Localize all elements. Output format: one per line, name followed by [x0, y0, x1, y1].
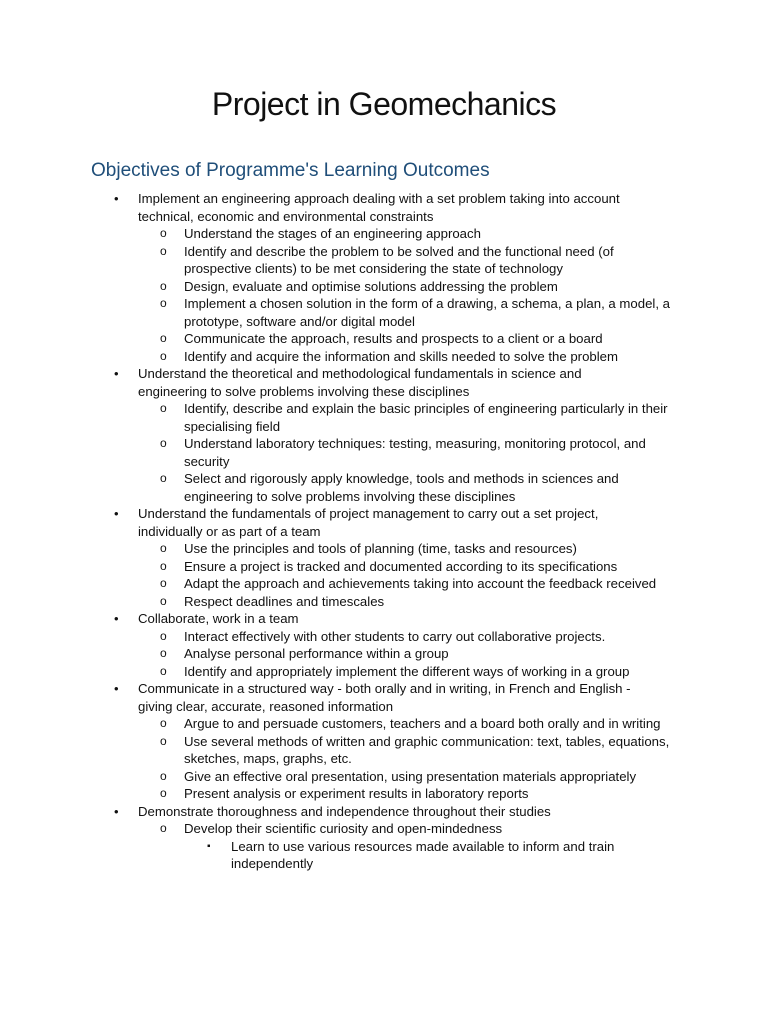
sub-outcome-text: Identify and appropriately implement the different ways of working in a group — [184, 663, 630, 679]
sub-outcome-text: Identify, describe and explain the basic principles of engineering particularly in their specialising field — [184, 401, 668, 434]
hollow-bullet-icon: o — [160, 471, 167, 485]
hollow-bullet-icon: o — [160, 243, 167, 258]
section-heading: Objectives of Programme's Learning Outcomes — [91, 160, 490, 181]
hollow-bullet-icon: o — [160, 401, 167, 415]
page-title: Project in Geomechanics — [211, 86, 557, 122]
sub-sub-outcome-text: Learn to use various resources made available to inform and train independently — [231, 838, 615, 871]
sub-outcome-text: Select and rigorously apply knowledge, tools and methods in sciences and engineering to solve problems involving these disciplines — [184, 471, 619, 504]
sub-outcome-text: Understand laboratory techniques: testing, measuring, monitoring protocol, and security — [184, 436, 646, 469]
sub-outcome-text: Identify and acquire the information and skills needed to solve the problem — [184, 348, 618, 364]
sub-outcome-item — [0, 820, 674, 873]
sub-outcome-item — [0, 435, 674, 470]
sub-outcome-text: Identify and describe the problem to be solved and the functional need (of prospective clients) to be met considering the state of technology — [184, 243, 614, 276]
sub-outcome-text: Understand the stages of an engineering approach — [184, 226, 481, 241]
hollow-bullet-icon: o — [160, 821, 167, 835]
hollow-bullet-icon: o — [160, 348, 167, 363]
sub-outcome-text: Interact effectively with other students to carry out collaborative projects. — [184, 628, 606, 644]
sub-outcome-text: Argue to and persuade customers, teachers and a board both orally and in writing — [184, 716, 661, 731]
sub-outcome-item — [0, 785, 674, 803]
sub-outcome-text: Present analysis or experiment results in laboratory reports — [184, 786, 529, 801]
sub-outcome-item — [0, 225, 674, 243]
learning-outcomes-list — [0, 190, 768, 873]
sub-outcome-text: Use several methods of written and graphic communication: text, tables, equations, sketches, maps, graphs, etc. — [184, 733, 670, 766]
sub-outcome-item — [0, 715, 674, 733]
outcome-item — [0, 190, 671, 365]
sub-outcome-item — [0, 243, 674, 278]
outcome-item — [0, 680, 670, 803]
sub-outcome-text: Communicate the approach, results and prospects to a client or a board — [184, 331, 603, 346]
outcome-text: Collaborate, work in a team — [138, 611, 299, 626]
outcome-text: Demonstrate thoroughness and independence throughout their studies — [138, 803, 551, 819]
bullet-icon: • — [114, 191, 119, 206]
bullet-icon: • — [114, 366, 119, 381]
sub-outcome-item — [0, 470, 674, 505]
sub-outcome-text: Respect deadlines and timescales — [184, 593, 385, 609]
outcome-text: Understand the theoretical and methodological fundamentals in science and engineering to solve problems involving these disciplines — [138, 366, 582, 399]
outcome-item — [0, 505, 657, 610]
hollow-bullet-icon: o — [160, 541, 167, 555]
outcome-item — [0, 803, 648, 873]
sub-outcome-item — [0, 348, 674, 366]
bullet-icon: • — [114, 803, 119, 819]
sub-outcome-item — [0, 330, 674, 348]
hollow-bullet-icon: o — [160, 768, 167, 783]
sub-outcome-text: Adapt the approach and achievements taking into account the feedback received — [184, 576, 657, 591]
hollow-bullet-icon: o — [160, 663, 167, 678]
sub-outcome-text: Ensure a project is tracked and documented according to its specifications — [184, 558, 618, 574]
hollow-bullet-icon: o — [160, 593, 167, 608]
sub-outcome-item — [0, 768, 674, 786]
outcome-item — [0, 610, 648, 680]
hollow-bullet-icon: o — [160, 226, 167, 240]
hollow-bullet-icon: o — [160, 716, 167, 730]
sub-outcome-text: Develop their scientific curiosity and open-mindedness — [184, 821, 503, 836]
hollow-bullet-icon: o — [160, 786, 167, 800]
hollow-bullet-icon: o — [160, 576, 167, 590]
sub-outcome-item — [0, 593, 674, 611]
outcome-text: Understand the fundamentals of project management to carry out a set project, individually or as part of a team — [138, 506, 599, 539]
sub-outcome-item — [0, 558, 674, 576]
hollow-bullet-icon: o — [160, 733, 167, 748]
sub-outcome-item — [0, 278, 674, 296]
sub-outcome-text: Analyse personal performance within a group — [184, 646, 449, 661]
sub-outcome-item — [0, 645, 674, 663]
bullet-icon: • — [114, 611, 119, 626]
hollow-bullet-icon: o — [160, 628, 167, 643]
sub-outcome-item — [0, 575, 674, 593]
bullet-icon: • — [114, 681, 119, 696]
hollow-bullet-icon: o — [160, 646, 167, 660]
outcome-text: Communicate in a structured way - both orally and in writing, in French and English - giving clear, accurate, reasoned information — [138, 681, 631, 714]
hollow-bullet-icon: o — [160, 436, 167, 450]
sub-outcome-text: Give an effective oral presentation, using presentation materials appropriately — [184, 768, 637, 784]
square-bullet-icon: ▪ — [207, 840, 211, 852]
sub-outcome-text: Use the principles and tools of planning (time, tasks and resources) — [184, 541, 577, 556]
sub-outcome-item — [0, 540, 674, 558]
sub-outcome-item — [0, 400, 674, 435]
sub-outcome-text: Implement a chosen solution in the form of a drawing, a schema, a plan, a model, a prototype, software and/or digital model — [184, 296, 671, 329]
hollow-bullet-icon: o — [160, 331, 167, 345]
sub-outcome-text: Design, evaluate and optimise solutions addressing the problem — [184, 278, 558, 294]
hollow-bullet-icon: o — [160, 296, 167, 310]
sub-outcome-item — [0, 628, 674, 646]
bullet-icon: • — [114, 506, 119, 521]
outcome-item — [0, 365, 668, 505]
sub-outcome-item — [0, 295, 674, 330]
sub-outcome-item — [0, 663, 674, 681]
hollow-bullet-icon: o — [160, 278, 167, 293]
sub-outcome-item — [0, 733, 674, 768]
hollow-bullet-icon: o — [160, 558, 167, 573]
sub-sub-outcome-item — [0, 838, 641, 873]
outcome-text: Implement an engineering approach dealing with a set problem taking into account technical, economic and environmental constraints — [138, 191, 620, 224]
